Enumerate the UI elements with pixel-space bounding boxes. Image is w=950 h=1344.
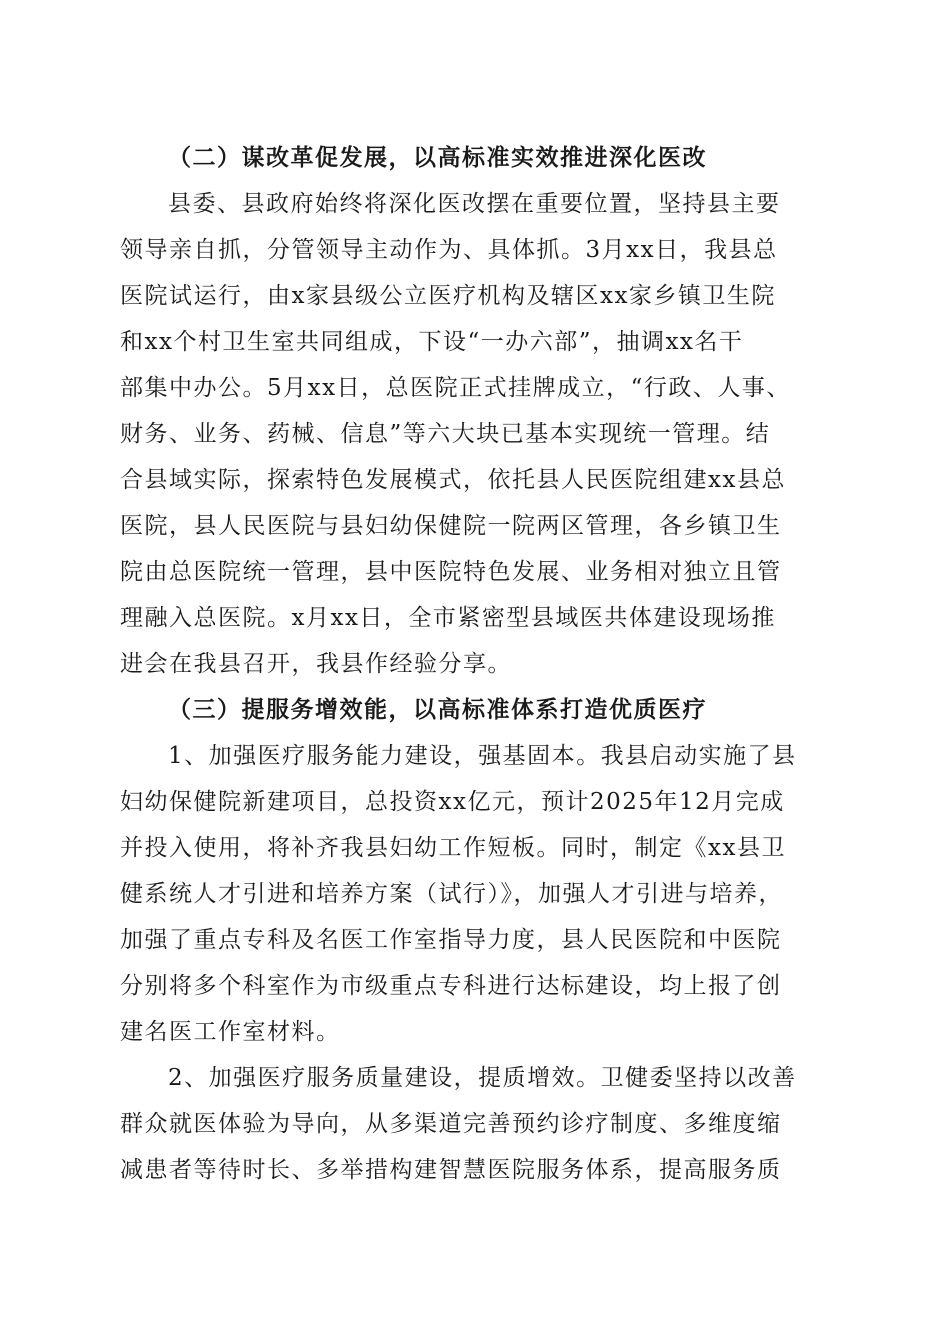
text-line: 院由总医院统一管理，县中医院特色发展、业务相对独立且管 bbox=[120, 559, 782, 585]
text-line: 理融入总医院。x月xx日，全市紧密型县域医共体建设现场推 bbox=[120, 605, 776, 631]
paragraph-reform bbox=[120, 181, 835, 687]
text-line: 1、加强医疗服务能力建设，强基固本。我县启动实施了县 bbox=[168, 743, 797, 769]
text-line: 加强了重点专科及名医工作室指导力度，县人民医院和中医院 bbox=[120, 927, 782, 953]
text-line: 分别将多个科室作为市级重点专科进行达标建设，均上报了创 bbox=[120, 973, 782, 999]
text-line: 和xx个村卫生室共同组成，下设“一办六部”，抽调xx名干 bbox=[120, 329, 744, 355]
text-line: 减患者等待时长、多举措构建智慧医院服务体系，提高服务质 bbox=[120, 1157, 782, 1183]
text-line: 并投入使用，将补齐我县妇幼工作短板。同时，制定《xx县卫 bbox=[120, 835, 786, 861]
text-line: 部集中办公。5月xx日，总医院正式挂牌成立，“行政、人事、 bbox=[120, 375, 791, 401]
text-line: 健系统人才引进和培养方案（试行）》，加强人才引进与培养， bbox=[120, 881, 783, 907]
text-line: 医院，县人民医院与县妇幼保健院一院两区管理，各乡镇卫生 bbox=[120, 513, 782, 539]
document-body bbox=[120, 135, 835, 1193]
text-line: 建名医工作室材料。 bbox=[120, 1019, 341, 1045]
text-line: 进会在我县召开，我县作经验分享。 bbox=[120, 651, 512, 677]
text-line: 2、加强医疗服务质量建设，提质增效。卫健委坚持以改善 bbox=[168, 1065, 797, 1091]
text-line: 妇幼保健院新建项目，总投资xx亿元，预计2025年12月完成 bbox=[120, 789, 785, 815]
paragraph-quality bbox=[120, 1055, 835, 1193]
text-line: 合县域实际，探索特色发展模式，依托县人民医院组建xx县总 bbox=[120, 467, 786, 493]
text-line: 医院试运行，由x家县级公立医疗机构及辖区xx家乡镇卫生院 bbox=[120, 283, 776, 309]
section-heading-3: （三）提服务增效能，以高标准体系打造优质医疗 bbox=[168, 696, 707, 723]
section-heading-2: （二）谋改革促发展，以高标准实效推进深化医改 bbox=[168, 144, 707, 171]
text-line: 财务、业务、药械、信息”等六大块已基本实现统一管理。结 bbox=[120, 421, 771, 447]
text-line: 县委、县政府始终将深化医改摆在重要位置，坚持县主要 bbox=[168, 191, 781, 217]
text-line: 领导亲自抓，分管领导主动作为、具体抓。3月xx日，我县总 bbox=[120, 237, 778, 263]
paragraph-capacity bbox=[120, 733, 835, 1055]
text-line: 群众就医体验为导向，从多渠道完善预约诊疗制度、多维度缩 bbox=[120, 1111, 782, 1137]
